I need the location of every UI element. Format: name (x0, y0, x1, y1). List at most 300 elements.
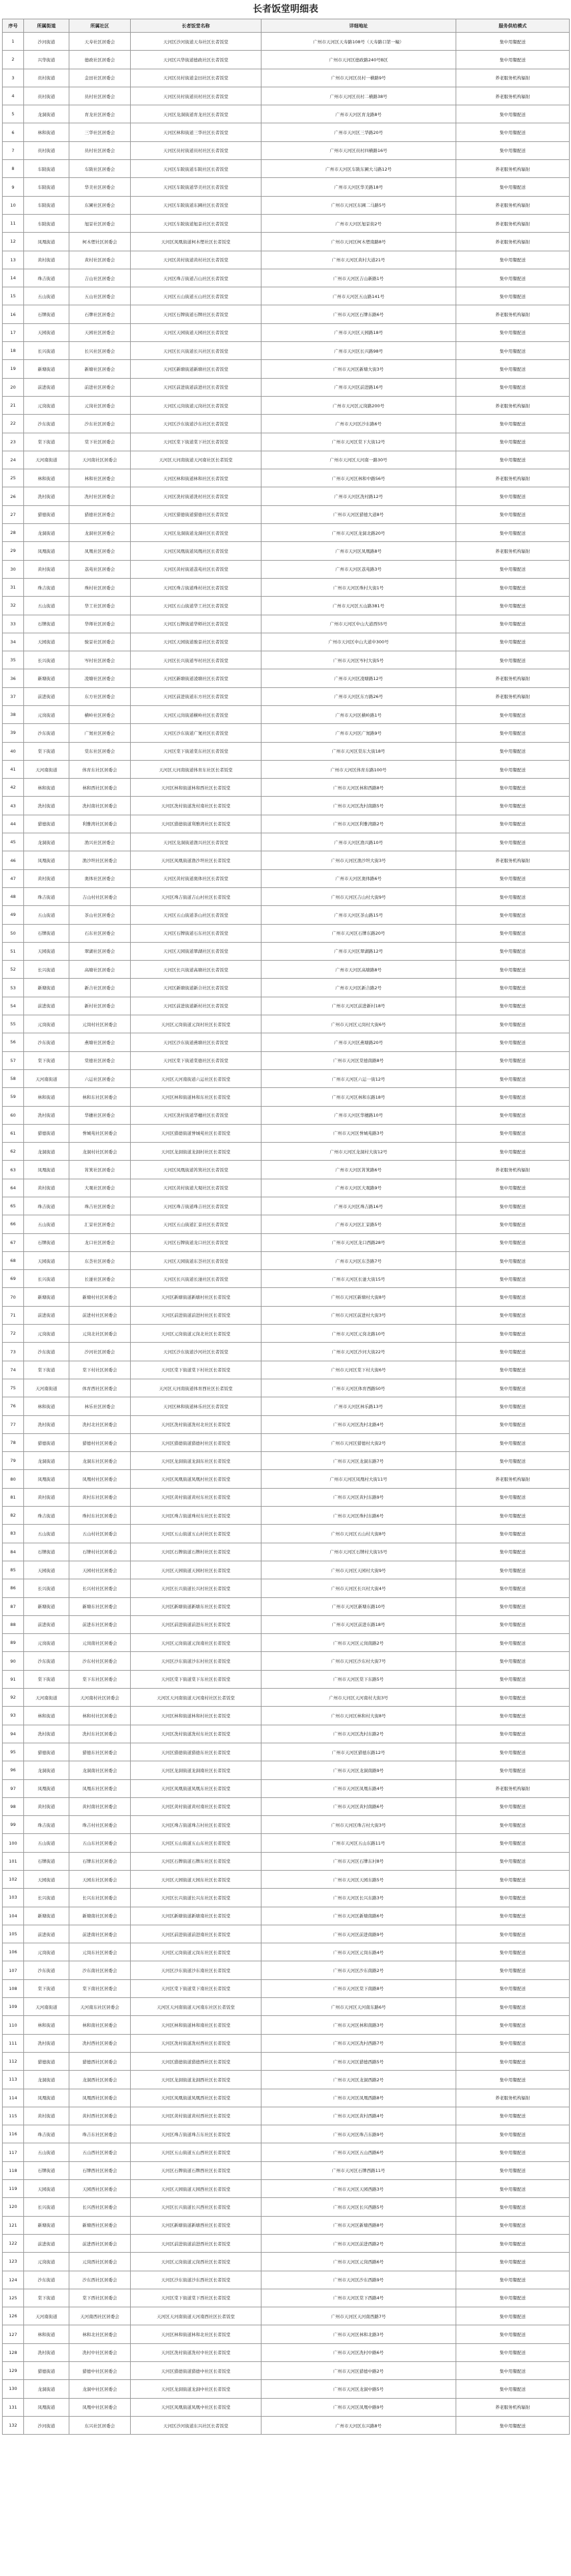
cell-address: 广州市天河区育龙路8号 (261, 105, 456, 123)
table-row (3, 2271, 570, 2289)
table-row (3, 305, 570, 323)
cell-service-mode: 集中用餐配送 (456, 2289, 570, 2307)
cell-community: 前进西社区居委会 (69, 2234, 131, 2252)
cell-address: 广州市天河区荔苑路3号 (261, 560, 456, 578)
cell-street: 五山街道 (24, 287, 69, 305)
table-row (3, 1343, 570, 1361)
cell-canteen-name: 天河区元岗街道元岗西社区长者饭堂 (131, 2253, 261, 2271)
cell-community: 冼村南社区居委会 (69, 797, 131, 815)
cell-street: 沙东街道 (24, 1652, 69, 1670)
table-row (3, 2016, 570, 2034)
cell-address: 广州市天河区猎德中路2号 (261, 2362, 456, 2380)
cell-service-mode: 集中用餐配送 (456, 1525, 570, 1543)
cell-address: 广州市天河区东荟路7号 (261, 1251, 456, 1269)
table-row (3, 2398, 570, 2416)
cell-address: 广州市天河区前进南路9号 (261, 1925, 456, 1943)
cell-address: 广州市天河区新塘东路10号 (261, 1597, 456, 1615)
cell-address: 广州市天河区天河南一路30号 (261, 451, 456, 469)
cell-address: 广州市天河区岑村大街5号 (261, 651, 456, 669)
cell-canteen-name: 天河区长兴街道长湴社区长者饭堂 (131, 1270, 261, 1288)
cell-serial: 11 (3, 214, 24, 232)
cell-service-mode: 集中用餐配送 (456, 615, 570, 633)
table-row (3, 779, 570, 797)
table-row (3, 1433, 570, 1451)
cell-serial: 125 (3, 2289, 24, 2307)
table-row (3, 869, 570, 887)
cell-community: 元岗西社区居委会 (69, 2253, 131, 2271)
cell-canteen-name: 天河区冼村街道冼村南社区长者饭堂 (131, 797, 261, 815)
cell-street: 林和街道 (24, 1707, 69, 1725)
cell-service-mode: 养老服务机构辐射 (456, 469, 570, 487)
table-row (3, 487, 570, 505)
cell-serial: 91 (3, 1670, 24, 1688)
cell-address: 广州市天河区棠下东路5号 (261, 1670, 456, 1688)
cell-address: 广州市天河区龙洞东路7号 (261, 1452, 456, 1470)
table-row (3, 2052, 570, 2070)
cell-address: 广州市天河区龙洞中路5号 (261, 2380, 456, 2398)
cell-address: 广州市天河区珠村大街1号 (261, 578, 456, 596)
cell-canteen-name: 天河区凤凰街道凤凰中社区长者饭堂 (131, 2398, 261, 2416)
cell-service-mode: 养老服务机构辐射 (456, 69, 570, 87)
cell-community: 前进社区居委会 (69, 378, 131, 396)
cell-community: 柯木塱社区居委会 (69, 233, 131, 251)
cell-community: 前进东社区居委会 (69, 1615, 131, 1633)
cell-address: 广州市天河区元岗西路6号 (261, 2253, 456, 2271)
cell-address: 广州市天河区奥体路6号 (261, 869, 456, 887)
cell-service-mode: 养老服务机构辐射 (456, 87, 570, 105)
cell-service-mode: 集中用餐配送 (456, 1579, 570, 1597)
cell-canteen-name: 天河区棠下街道棠下东社区长者饭堂 (131, 1670, 261, 1688)
cell-street: 林和街道 (24, 779, 69, 797)
cell-canteen-name: 天河区员村街道金田社区长者饭堂 (131, 69, 261, 87)
cell-serial: 72 (3, 1325, 24, 1343)
cell-street: 龙洞街道 (24, 1761, 69, 1779)
header-serial: 序号 (3, 19, 24, 33)
cell-canteen-name: 天河区黄村街道黄村社区长者饭堂 (131, 251, 261, 269)
cell-community: 五山村社区居委会 (69, 1525, 131, 1543)
cell-service-mode: 集中用餐配送 (456, 797, 570, 815)
cell-street: 前进街道 (24, 1306, 69, 1324)
cell-service-mode: 集中用餐配送 (456, 287, 570, 305)
cell-serial: 41 (3, 760, 24, 778)
cell-serial: 36 (3, 669, 24, 687)
cell-serial: 48 (3, 887, 24, 905)
table-row (3, 251, 570, 269)
cell-address: 广州市天河区石牌东路20号 (261, 924, 456, 942)
cell-community: 天园社区居委会 (69, 323, 131, 341)
cell-canteen-name: 天河区长兴街道岑村社区长者饭堂 (131, 651, 261, 669)
cell-service-mode: 集中用餐配送 (456, 2325, 570, 2343)
cell-serial: 82 (3, 1507, 24, 1525)
cell-community: 黄村社区居委会 (69, 251, 131, 269)
cell-community: 黄村西社区居委会 (69, 2107, 131, 2125)
table-row (3, 1779, 570, 1797)
table-row (3, 1525, 570, 1543)
cell-community: 黄村南社区居委会 (69, 1797, 131, 1815)
cell-street: 车陂街道 (24, 196, 69, 214)
cell-address: 广州市天河区华美路18号 (261, 178, 456, 196)
cell-address: 广州市天河区渔兴路10号 (261, 833, 456, 851)
cell-canteen-name: 天河区元岗街道元岗村社区长者饭堂 (131, 1015, 261, 1033)
cell-address: 广州市天河区翠湖路12号 (261, 942, 456, 960)
cell-canteen-name: 天河区车陂街道华美社区长者饭堂 (131, 178, 261, 196)
cell-serial: 75 (3, 1379, 24, 1397)
cell-community: 新塘东社区居委会 (69, 1597, 131, 1615)
cell-street: 长兴街道 (24, 961, 69, 979)
cell-street: 五山街道 (24, 1215, 69, 1233)
table-row (3, 433, 570, 451)
cell-street: 新塘街道 (24, 2216, 69, 2234)
cell-street: 凤凰街道 (24, 1779, 69, 1797)
cell-community: 猎德村社区居委会 (69, 1433, 131, 1451)
table-row (3, 1834, 570, 1852)
cell-street: 冼村街道 (24, 1725, 69, 1743)
cell-serial: 63 (3, 1161, 24, 1179)
cell-community: 林和南社区居委会 (69, 2016, 131, 2034)
cell-street: 前进街道 (24, 1925, 69, 1943)
cell-service-mode: 集中用餐配送 (456, 1270, 570, 1288)
cell-canteen-name: 天河区林和街道林和东社区长者饭堂 (131, 1088, 261, 1106)
cell-street: 凤凰街道 (24, 851, 69, 869)
cell-canteen-name: 天河区林和街道林和南社区长者饭堂 (131, 2016, 261, 2034)
cell-service-mode: 集中用餐配送 (456, 1689, 570, 1707)
cell-street: 沙东街道 (24, 1343, 69, 1361)
table-body (3, 33, 570, 2435)
cell-service-mode: 集中用餐配送 (456, 724, 570, 742)
cell-street: 沙东街道 (24, 1033, 69, 1051)
cell-street: 元岗街道 (24, 705, 69, 723)
cell-community: 大观社区居委会 (69, 1179, 131, 1197)
cell-community: 天园西社区居委会 (69, 2180, 131, 2198)
cell-address: 广州市天河区凤凰村大街11号 (261, 1470, 456, 1488)
cell-canteen-name: 天河区冼村街道冼村北社区长者饭堂 (131, 1415, 261, 1433)
cell-serial: 100 (3, 1834, 24, 1852)
cell-service-mode: 集中用餐配送 (456, 2071, 570, 2089)
cell-canteen-name: 天河区棠下街道棠下西社区长者饭堂 (131, 2289, 261, 2307)
cell-service-mode: 集中用餐配送 (456, 1634, 570, 1652)
cell-canteen-name: 天河区元岗街道元岗东社区长者饭堂 (131, 1943, 261, 1961)
cell-serial: 67 (3, 1233, 24, 1251)
cell-canteen-name: 天河区天园街道翠湖社区长者饭堂 (131, 942, 261, 960)
cell-serial: 95 (3, 1743, 24, 1761)
cell-street: 黄村街道 (24, 2107, 69, 2125)
cell-canteen-name: 天河区五山街道五山东社区长者饭堂 (131, 1834, 261, 1852)
cell-canteen-name: 天河区前进街道前进东社区长者饭堂 (131, 1615, 261, 1633)
cell-canteen-name: 天河区石牌街道石东社区长者饭堂 (131, 924, 261, 942)
table-row (3, 2198, 570, 2216)
cell-community: 猎德东社区居委会 (69, 1743, 131, 1761)
cell-street: 新塘街道 (24, 1288, 69, 1306)
cell-canteen-name: 天河区凤凰街道凤凰村社区长者饭堂 (131, 1470, 261, 1488)
cell-community: 冼村西社区居委会 (69, 2034, 131, 2052)
cell-community: 林和西社区居委会 (69, 779, 131, 797)
cell-serial: 64 (3, 1179, 24, 1197)
cell-community: 龙口社区居委会 (69, 1233, 131, 1251)
cell-community: 沙东村社区居委会 (69, 1652, 131, 1670)
table-row (3, 2416, 570, 2434)
cell-service-mode: 集中用餐配送 (456, 705, 570, 723)
table-row (3, 505, 570, 523)
cell-community: 龙洞西社区居委会 (69, 2071, 131, 2089)
cell-address: 广州市天河区龙洞村大街12号 (261, 1143, 456, 1161)
cell-serial: 90 (3, 1652, 24, 1670)
cell-street: 天河南街道 (24, 2307, 69, 2325)
table-row (3, 1069, 570, 1087)
cell-community: 华美社区居委会 (69, 178, 131, 196)
cell-street: 凤凰街道 (24, 233, 69, 251)
cell-street: 猎德街道 (24, 2052, 69, 2070)
cell-canteen-name: 天河区新塘街道凌塘社区长者饭堂 (131, 669, 261, 687)
cell-canteen-name: 天河区黄村街道黄村南社区长者饭堂 (131, 1797, 261, 1815)
cell-street: 棠下街道 (24, 2289, 69, 2307)
cell-canteen-name: 天河区冼村街道冼村东社区长者饭堂 (131, 1725, 261, 1743)
cell-street: 黄村街道 (24, 251, 69, 269)
cell-address: 广州市天河区横岭路1号 (261, 705, 456, 723)
table-row (3, 1452, 570, 1470)
cell-address: 广州市天河区冼村西路7号 (261, 2034, 456, 2052)
cell-community: 天园东社区居委会 (69, 1870, 131, 1888)
cell-service-mode: 养老服务机构辐射 (456, 396, 570, 414)
table-row (3, 979, 570, 997)
cell-address: 广州市天河区柯木塱南路8号 (261, 233, 456, 251)
cell-serial: 22 (3, 415, 24, 433)
cell-serial: 116 (3, 2125, 24, 2143)
cell-address: 广州市天河区员村四横路16号 (261, 141, 456, 159)
cell-canteen-name: 天河区员村街道员村社区长者饭堂 (131, 87, 261, 105)
cell-serial: 69 (3, 1270, 24, 1288)
table-row (3, 597, 570, 615)
cell-serial: 96 (3, 1761, 24, 1779)
cell-community: 新塘社区居委会 (69, 360, 131, 378)
cell-serial: 10 (3, 196, 24, 214)
cell-serial: 120 (3, 2198, 24, 2216)
cell-street: 元岗街道 (24, 1015, 69, 1033)
cell-serial: 117 (3, 2143, 24, 2161)
cell-service-mode: 集中用餐配送 (456, 415, 570, 433)
cell-canteen-name: 天河区元岗街道元岗南社区长者饭堂 (131, 1634, 261, 1652)
cell-address: 广州市天河区吉山村大街9号 (261, 887, 456, 905)
cell-community: 棠下西社区居委会 (69, 2289, 131, 2307)
table-row (3, 160, 570, 178)
cell-service-mode: 集中用餐配送 (456, 178, 570, 196)
cell-canteen-name: 天河区沙河街道天寿社区长者饭堂 (131, 33, 261, 51)
cell-street: 前进街道 (24, 687, 69, 705)
cell-community: 新塘西社区居委会 (69, 2216, 131, 2234)
cell-street: 龙洞街道 (24, 1452, 69, 1470)
cell-serial: 99 (3, 1816, 24, 1834)
cell-canteen-name: 天河区龙洞街道育龙社区长者饭堂 (131, 105, 261, 123)
cell-street: 黄村街道 (24, 869, 69, 887)
cell-canteen-name: 天河区猎德街道猎德西社区长者饭堂 (131, 2052, 261, 2070)
table-row (3, 1361, 570, 1379)
cell-address: 广州市天河区凤凰东路4号 (261, 1779, 456, 1797)
cell-canteen-name: 天河区龙洞街道龙洞村社区长者饭堂 (131, 1143, 261, 1161)
cell-canteen-name: 天河区凤凰街道柯木塱社区长者饭堂 (131, 233, 261, 251)
cell-service-mode: 集中用餐配送 (456, 924, 570, 942)
cell-address: 广州市天河区新塘大街3号 (261, 360, 456, 378)
table-row (3, 1051, 570, 1069)
cell-street: 龙洞街道 (24, 524, 69, 542)
cell-canteen-name: 天河区珠吉街道珠吉村社区长者饭堂 (131, 1816, 261, 1834)
table-row (3, 1033, 570, 1051)
cell-canteen-name: 天河区林和街道林乐社区长者饭堂 (131, 1397, 261, 1415)
table-row (3, 1743, 570, 1761)
cell-address: 广州市天河区东兴路8号 (261, 2416, 456, 2434)
cell-street: 冼村街道 (24, 797, 69, 815)
cell-canteen-name: 天河区天园街道天园社区长者饭堂 (131, 323, 261, 341)
table-row (3, 687, 570, 705)
cell-service-mode: 集中用餐配送 (456, 433, 570, 451)
table-row (3, 1670, 570, 1688)
cell-street: 棠下街道 (24, 1361, 69, 1379)
cell-address: 广州市天河区天寿路108号（天寿路口第一幢） (261, 33, 456, 51)
cell-address: 广州市天河区中山大道中300号 (261, 633, 456, 651)
table-row (3, 2380, 570, 2398)
cell-address: 广州市天河区珠村东路6号 (261, 1507, 456, 1525)
cell-community: 冼村中社区居委会 (69, 2343, 131, 2361)
cell-service-mode: 集中用餐配送 (456, 961, 570, 979)
cell-address: 广州市天河区林和村大街8号 (261, 1707, 456, 1725)
cell-address: 广州市天河区利雅湾路2号 (261, 815, 456, 833)
cell-canteen-name: 天河区猎德街道猎德社区长者饭堂 (131, 505, 261, 523)
cell-canteen-name: 天河区黄村街道荔苑社区长者饭堂 (131, 560, 261, 578)
cell-street: 元岗街道 (24, 2253, 69, 2271)
table-header-row (3, 19, 570, 33)
cell-serial: 37 (3, 687, 24, 705)
cell-street: 员村街道 (24, 141, 69, 159)
cell-service-mode: 集中用餐配送 (456, 2380, 570, 2398)
cell-street: 天河南街道 (24, 1689, 69, 1707)
table-row (3, 578, 570, 596)
cell-service-mode: 集中用餐配送 (456, 1143, 570, 1161)
cell-serial: 78 (3, 1433, 24, 1451)
cell-service-mode: 集中用餐配送 (456, 269, 570, 287)
cell-address: 广州市天河区林和北路3号 (261, 2325, 456, 2343)
cell-street: 新塘街道 (24, 1907, 69, 1925)
cell-address: 广州市天河区三华路20号 (261, 123, 456, 141)
table-row (3, 360, 570, 378)
cell-serial: 6 (3, 123, 24, 141)
cell-address: 广州市天河区元岗村大街6号 (261, 1015, 456, 1033)
cell-community: 珠吉村社区居委会 (69, 1816, 131, 1834)
cell-serial: 58 (3, 1069, 24, 1087)
table-row (3, 2307, 570, 2325)
cell-service-mode: 集中用餐配送 (456, 1597, 570, 1615)
table-row (3, 1797, 570, 1815)
cell-canteen-name: 天河区珠吉街道珠吉社区长者饭堂 (131, 1197, 261, 1215)
cell-canteen-name: 天河区前进街道前进西社区长者饭堂 (131, 2234, 261, 2252)
cell-address: 广州市天河区誉城苑路3号 (261, 1124, 456, 1142)
cell-service-mode: 养老服务机构辐射 (456, 2089, 570, 2107)
cell-street: 元岗街道 (24, 1325, 69, 1343)
cell-address: 广州市天河区新塘西路8号 (261, 2216, 456, 2234)
cell-community: 棠下村社区居委会 (69, 1361, 131, 1379)
cell-canteen-name: 天河区前进街道东方社区长者饭堂 (131, 687, 261, 705)
cell-community: 猎德社区居委会 (69, 505, 131, 523)
cell-service-mode: 集中用餐配送 (456, 1233, 570, 1251)
cell-street: 石牌街道 (24, 924, 69, 942)
cell-serial: 50 (3, 924, 24, 942)
cell-serial: 14 (3, 269, 24, 287)
cell-community: 前进南社区居委会 (69, 1925, 131, 1943)
table-row (3, 269, 570, 287)
cell-canteen-name: 天河区前进街道前进村社区长者饭堂 (131, 1306, 261, 1324)
cell-street: 猎德街道 (24, 1433, 69, 1451)
cell-serial: 88 (3, 1615, 24, 1633)
cell-serial: 129 (3, 2362, 24, 2380)
cell-service-mode: 集中用餐配送 (456, 1124, 570, 1142)
cell-street: 冼村街道 (24, 2034, 69, 2052)
cell-serial: 32 (3, 597, 24, 615)
cell-street: 长兴街道 (24, 2198, 69, 2216)
cell-canteen-name: 天河区长兴街道长兴西社区长者饭堂 (131, 2198, 261, 2216)
cell-address: 广州市天河区元岗南路2号 (261, 1634, 456, 1652)
cell-canteen-name: 天河区新塘街道新塘西社区长者饭堂 (131, 2216, 261, 2234)
cell-address: 广州市天河区长湴大街15号 (261, 1270, 456, 1288)
table-row (3, 2034, 570, 2052)
cell-address: 广州市天河区凌塘路12号 (261, 669, 456, 687)
cell-canteen-name: 天河区五山街道华工社区长者饭堂 (131, 597, 261, 615)
cell-street: 林和街道 (24, 469, 69, 487)
cell-address: 广州市天河区黄村西路4号 (261, 2107, 456, 2125)
elderly-canteen-table (2, 19, 570, 2435)
cell-service-mode: 养老服务机构辐射 (456, 1470, 570, 1488)
cell-street: 林和街道 (24, 2325, 69, 2343)
cell-serial: 57 (3, 1051, 24, 1069)
cell-canteen-name: 天河区天河南街道天河南西社区长者饭堂 (131, 2307, 261, 2325)
cell-street: 沙河街道 (24, 2416, 69, 2434)
cell-address: 广州市天河区天河南西路7号 (261, 2307, 456, 2325)
cell-serial: 5 (3, 105, 24, 123)
cell-service-mode: 集中用餐配送 (456, 1652, 570, 1670)
cell-address: 广州市天河区石牌村大街15号 (261, 1543, 456, 1561)
cell-community: 横岭社区居委会 (69, 705, 131, 723)
cell-serial: 119 (3, 2180, 24, 2198)
table-row (3, 1816, 570, 1834)
cell-serial: 73 (3, 1343, 24, 1361)
table-row (3, 1015, 570, 1033)
cell-serial: 1 (3, 33, 24, 51)
cell-address: 广州市天河区六运一街12号 (261, 1069, 456, 1087)
table-row (3, 1306, 570, 1324)
cell-address: 广州市天河区冼村北路4号 (261, 1415, 456, 1433)
cell-street: 猎德街道 (24, 505, 69, 523)
cell-community: 奥体社区居委会 (69, 869, 131, 887)
cell-canteen-name: 天河区棠下街道棠下村社区长者饭堂 (131, 1361, 261, 1379)
table-row (3, 961, 570, 979)
cell-community: 前进村社区居委会 (69, 1306, 131, 1324)
cell-serial: 40 (3, 742, 24, 760)
cell-service-mode: 集中用餐配送 (456, 1943, 570, 1961)
cell-service-mode: 集中用餐配送 (456, 742, 570, 760)
cell-street: 沙东街道 (24, 724, 69, 742)
cell-address: 广州市天河区燕塘路20号 (261, 1033, 456, 1051)
cell-service-mode: 集中用餐配送 (456, 1961, 570, 1979)
cell-community: 珠吉社区居委会 (69, 1197, 131, 1215)
cell-address: 广州市天河区体育东路100号 (261, 760, 456, 778)
cell-street: 前进街道 (24, 1615, 69, 1633)
cell-canteen-name: 天河区沙东街道广氮社区长者饭堂 (131, 724, 261, 742)
cell-serial: 4 (3, 87, 24, 105)
table-row (3, 1379, 570, 1397)
cell-service-mode: 集中用餐配送 (456, 1743, 570, 1761)
cell-address: 广州市天河区长兴村大街4号 (261, 1579, 456, 1597)
table-row (3, 33, 570, 51)
table-row (3, 851, 570, 869)
cell-serial: 26 (3, 487, 24, 505)
cell-serial: 79 (3, 1452, 24, 1470)
cell-community: 长兴东社区居委会 (69, 1889, 131, 1907)
